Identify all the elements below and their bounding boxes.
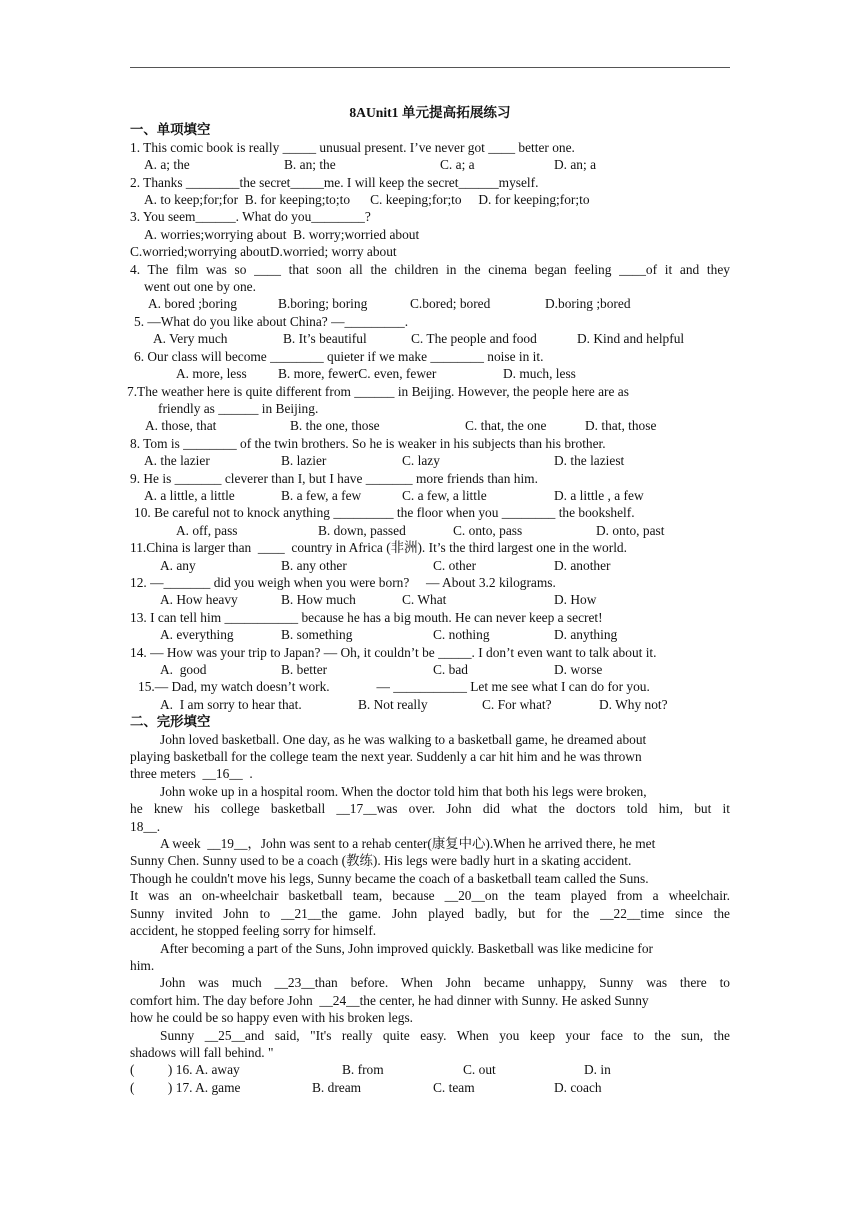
option: D. worse bbox=[554, 662, 603, 677]
question-3: 3. You seem______. What do you________? bbox=[130, 209, 371, 225]
option: B. any other bbox=[281, 557, 347, 573]
option: A. any bbox=[160, 557, 196, 573]
question-6: 6. Our class will become ________ quieter if we make ________ noise in it. bbox=[134, 348, 544, 364]
option: ( ) 16. A. away bbox=[130, 1062, 240, 1078]
option: A. the lazier bbox=[144, 453, 210, 469]
question-4: 4. The film was so ____ that soon all the children in the cinema began feeling ____of it and they bbox=[130, 261, 730, 277]
option: D. another bbox=[554, 557, 611, 573]
option: C. that, the one bbox=[465, 418, 547, 434]
passage-line: playing basketball for the college team the next year. Suddenly a car hit him and he was thrown bbox=[130, 749, 642, 765]
section-heading-1: 一、单项填空 bbox=[130, 122, 211, 138]
option: D. that, those bbox=[585, 418, 657, 434]
passage-line: Sunny invited John to __21__the game. John played badly, but for the __22__time since the bbox=[130, 905, 730, 921]
section-heading-2: 二、完形填空 bbox=[130, 714, 211, 730]
option: D. onto, past bbox=[596, 522, 665, 538]
option: A. How heavy bbox=[160, 592, 238, 608]
passage-line: John woke up in a hospital room. When the doctor told him that both his legs were broken, bbox=[160, 783, 647, 799]
option: C. out bbox=[463, 1062, 496, 1078]
option: D. Why not? bbox=[599, 696, 668, 712]
option: B. dream bbox=[312, 1079, 362, 1095]
option: D. anything bbox=[554, 627, 618, 643]
question-14: 14. — How was your trip to Japan? — Oh, it couldn’t be _____. I don’t even want to talk about it. bbox=[130, 644, 657, 660]
option: C. The people and food bbox=[411, 331, 537, 347]
option: A. good bbox=[160, 662, 207, 677]
option: A. a little, a little bbox=[144, 487, 235, 503]
option: A. bored ;boring bbox=[148, 296, 237, 312]
question-10-options bbox=[130, 522, 730, 539]
option: B. something bbox=[281, 627, 353, 643]
option: ( ) 17. A. game bbox=[130, 1079, 241, 1095]
question-6-options bbox=[130, 365, 730, 382]
question-5: 5. —What do you like about China? —_________. bbox=[134, 313, 409, 329]
question-4-cont: went out one by one. bbox=[144, 279, 256, 295]
passage-line: Though he couldn't move his legs, Sunny became the coach of a basketball team called the Suns. bbox=[130, 870, 649, 886]
option: C. other bbox=[433, 557, 477, 573]
question-7-cont: friendly as ______ in Beijing. bbox=[158, 400, 319, 416]
answer-17 bbox=[130, 1079, 730, 1096]
header-rule bbox=[130, 67, 730, 68]
question-1-options bbox=[130, 156, 730, 173]
option: D. coach bbox=[554, 1079, 602, 1095]
passage-line: accident, he stopped feeling sorry for himself. bbox=[130, 923, 377, 939]
option: A. off, pass bbox=[176, 522, 238, 538]
option: B. more, fewerC. even, fewer bbox=[278, 366, 437, 382]
passage-line: 18__. bbox=[130, 818, 161, 834]
option: B. the one, those bbox=[290, 418, 380, 434]
option: A. those, that bbox=[145, 418, 217, 434]
worksheet-title: 8AUnit1 单元提高拓展练习 bbox=[349, 105, 511, 120]
option: B. better bbox=[281, 662, 328, 677]
option: C. lazy bbox=[402, 453, 440, 469]
passage-line: how he could be so happy even with his broken legs. bbox=[130, 1010, 414, 1026]
question-3-options-a: A. worries;worrying about B. worry;worried about bbox=[144, 226, 420, 242]
question-3-options-b: C.worried;worrying aboutD.worried; worry about bbox=[130, 244, 397, 260]
question-9: 9. He is _______ cleverer than I, but I have _______ more friends than him. bbox=[130, 470, 538, 486]
question-5-options bbox=[130, 330, 730, 347]
passage-line: Sunny Chen. Sunny used to be a coach (教练). His legs were badly hurt in a skating accident. bbox=[130, 853, 632, 869]
question-8-options bbox=[130, 452, 730, 469]
passage-line: It was an on-wheelchair basketball team, because __20__on the team played from a wheelchair. bbox=[130, 888, 730, 904]
question-7: 7.The weather here is quite different from ______ in Beijing. However, the people here are as bbox=[127, 383, 629, 399]
option: B. lazier bbox=[281, 453, 327, 469]
option: D. an; a bbox=[554, 157, 597, 173]
option: D.boring ;bored bbox=[545, 296, 631, 312]
option: B. an; the bbox=[284, 157, 336, 173]
question-9-options bbox=[130, 487, 730, 504]
question-11-options bbox=[130, 557, 730, 574]
option: C. nothing bbox=[433, 627, 490, 643]
option: D. a little , a few bbox=[554, 487, 644, 503]
option: B. It’s beautiful bbox=[283, 331, 367, 347]
option: C. a; a bbox=[440, 157, 475, 173]
question-14-options bbox=[130, 661, 730, 678]
question-13-options bbox=[130, 626, 730, 643]
question-13: 13. I can tell him ___________ because he has a big mouth. He can never keep a secret! bbox=[130, 609, 603, 625]
option: A. I am sorry to hear that. bbox=[160, 696, 302, 712]
option: D. much, less bbox=[503, 366, 576, 382]
question-15-options bbox=[130, 696, 730, 713]
passage-line: him. bbox=[130, 957, 155, 973]
option: C. team bbox=[433, 1079, 475, 1095]
option: B. How much bbox=[281, 592, 356, 608]
passage-line: A week __19__，John was sent to a rehab center(康复中心).When he arrived there, he met bbox=[160, 836, 656, 852]
question-2: 2. Thanks ________the secret_____me. I will keep the secret______myself. bbox=[130, 174, 539, 190]
option: B. a few, a few bbox=[281, 487, 362, 503]
option: C. bad bbox=[433, 662, 468, 677]
passage-line: John was much __23__than before. When John became unhappy, Sunny was there to bbox=[160, 975, 730, 991]
question-2-options: A. to keep;for;for B. for keeping;to;to C. keeping;for;to D. for keeping;for;to bbox=[144, 192, 590, 208]
question-12-options bbox=[130, 591, 730, 608]
option: D. How bbox=[554, 592, 597, 608]
option: D. in bbox=[584, 1062, 611, 1078]
option: D. Kind and helpful bbox=[577, 331, 685, 347]
passage-line: shadows will fall behind. " bbox=[130, 1044, 274, 1060]
question-12: 12. —_______ did you weigh when you were born? — About 3.2 kilograms. bbox=[130, 574, 556, 590]
passage-line: three meters __16__ . bbox=[130, 766, 253, 782]
option: C. What bbox=[402, 592, 447, 608]
option: C. a few, a little bbox=[402, 487, 487, 503]
option: B. down, passed bbox=[318, 522, 406, 538]
option: C.bored; bored bbox=[410, 296, 491, 312]
option: C. onto, pass bbox=[453, 522, 523, 538]
question-10: 10. Be careful not to knock anything _________ the floor when you ________ the bookshelf. bbox=[134, 505, 635, 521]
option: B. Not really bbox=[358, 696, 428, 712]
option: A. a; the bbox=[144, 157, 190, 173]
question-1: 1. This comic book is really _____ unusual present. I’ve never got ____ better one. bbox=[130, 139, 575, 155]
passage-line: Sunny __25__and said, "It's really quite easy. When you keep your face to the sun, the bbox=[160, 1027, 730, 1043]
passage-line: comfort him. The day before John __24__the center, he had dinner with Sunny. He asked Sunny bbox=[130, 992, 649, 1008]
answer-16 bbox=[130, 1061, 730, 1078]
option: A. Very much bbox=[153, 331, 228, 347]
option: B. from bbox=[342, 1062, 384, 1078]
passage-line: he knew his college basketball __17__was over. John did what the doctors told him, but it bbox=[130, 801, 730, 817]
question-15: 15.— Dad, my watch doesn’t work. — ___________ Let me see what I can do for you. bbox=[138, 679, 650, 695]
option: A. everything bbox=[160, 627, 234, 643]
passage-line: John loved basketball. One day, as he was walking to a basketball game, he dreamed about bbox=[160, 731, 647, 747]
option: B.boring; boring bbox=[278, 296, 368, 312]
option: C. For what? bbox=[482, 696, 552, 712]
worksheet bbox=[127, 104, 730, 1096]
passage-line: After becoming a part of the Suns, John improved quickly. Basketball was like medicine for bbox=[160, 940, 653, 956]
option: D. the laziest bbox=[554, 453, 625, 469]
option: A. more, less bbox=[176, 366, 247, 382]
question-11: 11.China is larger than ____ country in Africa (非洲). It’s the third largest one in the world. bbox=[130, 540, 627, 556]
question-8: 8. Tom is ________ of the twin brothers. So he is weaker in his subjects than his brother. bbox=[130, 435, 606, 451]
question-7-options bbox=[130, 417, 730, 434]
question-4-options bbox=[130, 295, 730, 312]
